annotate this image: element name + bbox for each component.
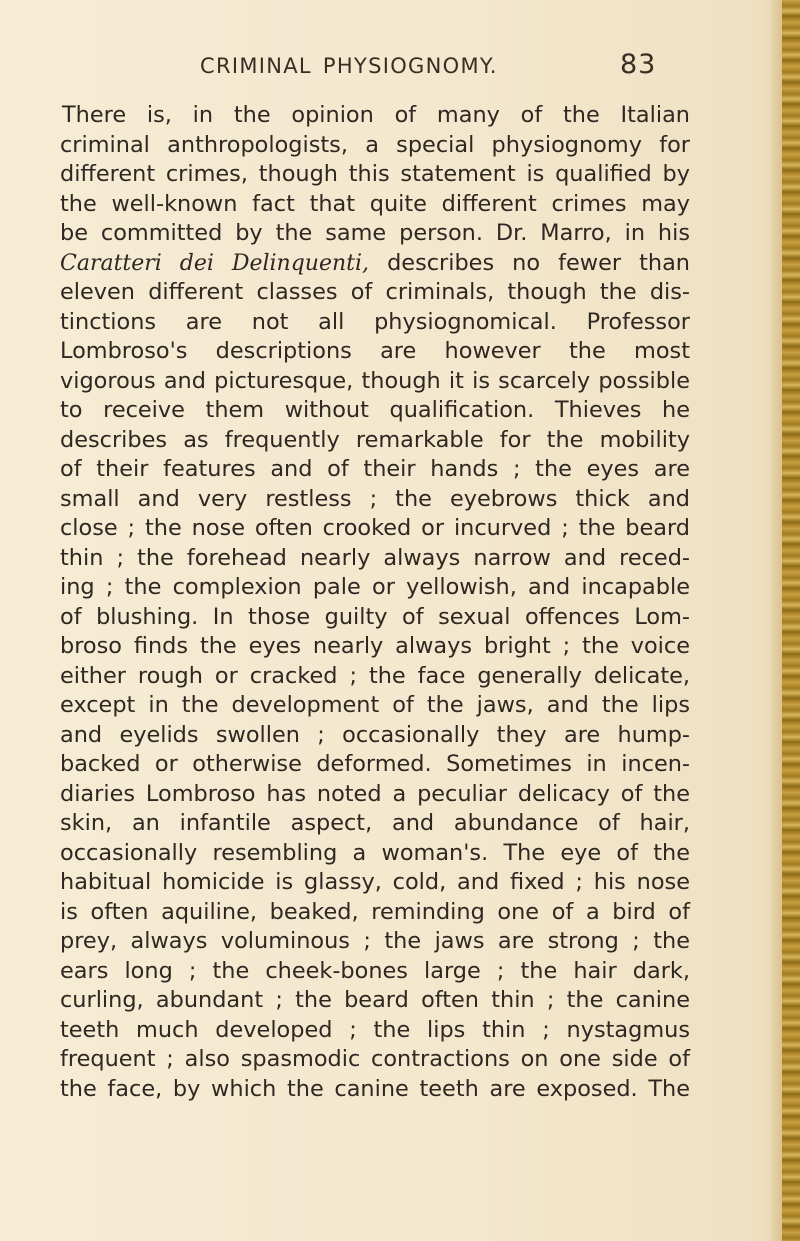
text-line: diaries Lombroso has noted a peculiar delicacy of the xyxy=(60,780,690,807)
text-line: backed or otherwise deformed. Sometimes in incen- xyxy=(60,751,690,777)
text-line: is often aquiline, beaked, reminding one of a bird of xyxy=(60,898,690,925)
text-line xyxy=(60,249,690,279)
text-line: eleven different classes of criminals, though the dis- xyxy=(60,279,690,305)
text-line: occasionally resembling a woman's. The eye of the xyxy=(60,839,690,866)
text-line: of their features and of their hands ; the eyes are xyxy=(60,456,690,482)
text-line: ears long ; the cheek-bones large ; the hair dark, xyxy=(60,957,690,984)
text-line-rest: describes no fewer than xyxy=(369,249,690,276)
page-number: 83 xyxy=(620,49,657,80)
text-line: the well-known fact that quite different crimes may xyxy=(60,190,690,217)
text-line: close ; the nose often crooked or incurved ; the beard xyxy=(60,515,690,541)
text-line: Lombroso's descriptions are however the most xyxy=(60,338,690,364)
text-line: criminal anthropologists, a special physiognomy for xyxy=(60,131,690,158)
book-title-italic: Caratteri dei Delinquenti, xyxy=(60,250,370,276)
text-line: the face, by which the canine teeth are exposed. The xyxy=(60,1075,690,1102)
gilt-page-edge xyxy=(782,0,800,1241)
text-line: either rough or cracked ; the face generally delicate, xyxy=(60,662,690,689)
text-line: describes as frequently remarkable for the mobility xyxy=(60,426,690,453)
text-line: be committed by the same person. Dr. Marro, in his xyxy=(60,220,690,246)
page-gutter-shadow xyxy=(768,0,782,1241)
text-line: except in the development of the jaws, and the lips xyxy=(60,692,690,718)
text-line: to receive them without qualification. Thieves he xyxy=(60,397,690,423)
running-title: CRIMINAL PHYSIOGNOMY. xyxy=(200,54,498,78)
text-line: of blushing. In those guilty of sexual offences Lom- xyxy=(60,603,690,630)
text-line: There is, in the opinion of many of the Italian xyxy=(62,102,690,128)
text-line: habitual homicide is glassy, cold, and fixed ; his nose xyxy=(60,869,690,895)
text-line: skin, an infantile aspect, and abundance of hair, xyxy=(60,810,690,836)
text-line: thin ; the forehead nearly always narrow and reced- xyxy=(60,544,690,571)
text-line: vigorous and picturesque, though it is scarcely possible xyxy=(60,367,690,394)
text-line: different crimes, though this statement is qualified by xyxy=(60,161,690,187)
text-line: and eyelids swollen ; occasionally they are hump- xyxy=(60,721,690,748)
text-line: frequent ; also spasmodic contractions on one side of xyxy=(60,1046,690,1072)
text-line: small and very restless ; the eyebrows thick and xyxy=(60,485,690,512)
text-line: broso finds the eyes nearly always bright ; the voice xyxy=(60,633,690,659)
text-line: curling, abundant ; the beard often thin ; the canine xyxy=(60,987,690,1013)
text-line: tinctions are not all physiognomical. Professor xyxy=(60,308,690,335)
text-line: ing ; the complexion pale or yellowish, and incapable xyxy=(60,574,690,600)
text-line: teeth much developed ; the lips thin ; nystagmus xyxy=(60,1016,690,1043)
running-head xyxy=(60,42,700,82)
body-paragraph xyxy=(60,101,690,1104)
text-line: prey, always voluminous ; the jaws are strong ; the xyxy=(60,928,690,954)
